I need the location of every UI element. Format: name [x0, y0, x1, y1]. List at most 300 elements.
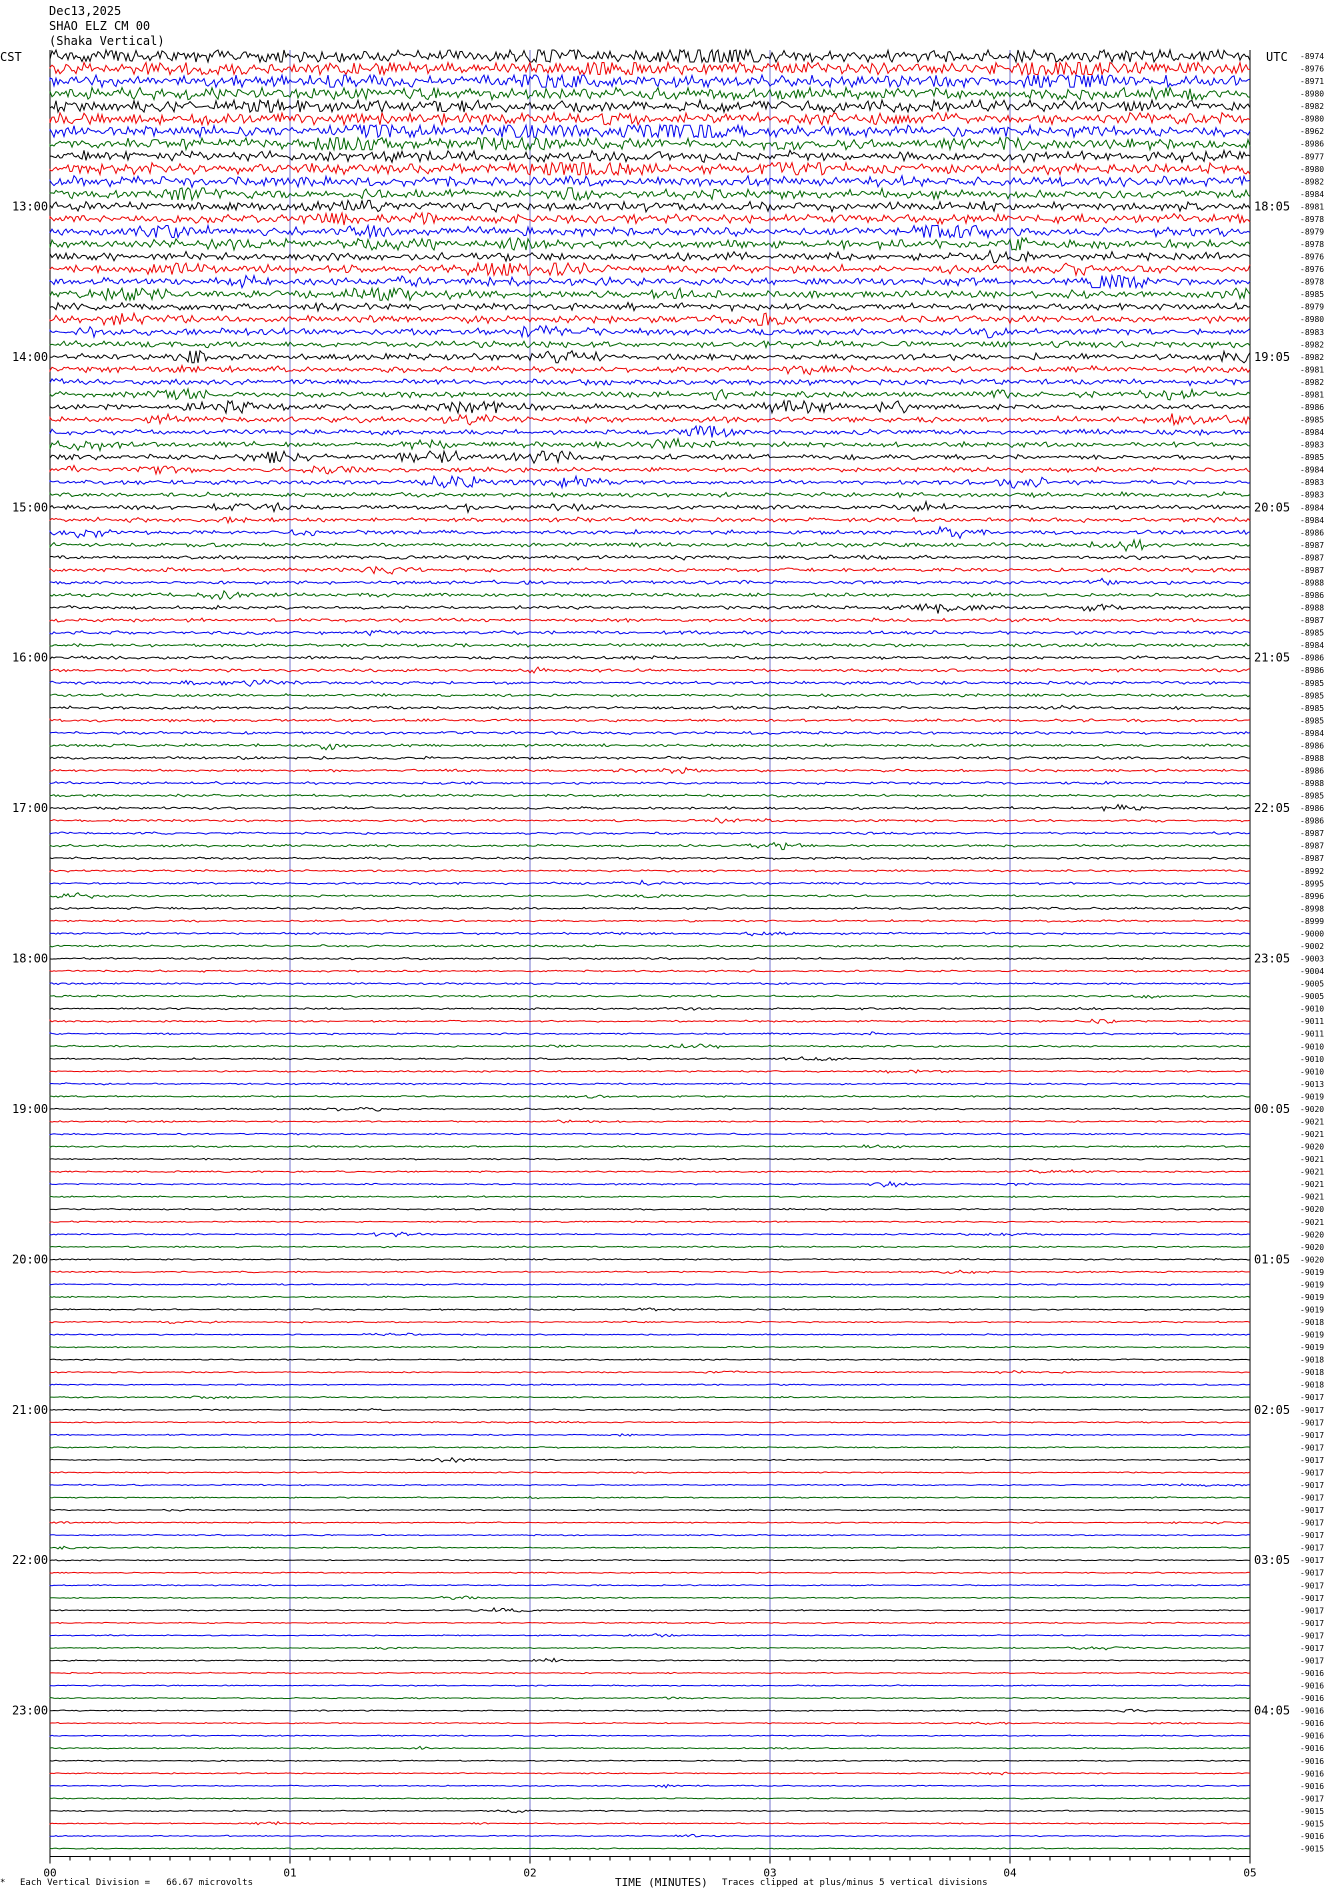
seismic-trace [50, 50, 1250, 62]
trace-offset-label: -9019 [1300, 1305, 1325, 1315]
trace-offset-label: -9020 [1300, 1230, 1325, 1240]
seismic-trace [50, 1396, 1250, 1399]
trace-offset-label: -8985 [1300, 678, 1325, 688]
seismic-trace [50, 781, 1250, 784]
trace-offset-label: -9010 [1300, 1067, 1325, 1077]
right-hour-label: 19:05 [1254, 349, 1291, 364]
seismic-trace [50, 719, 1250, 722]
trace-offset-label: -9020 [1300, 1242, 1325, 1252]
trace-offset-label: -8982 [1300, 102, 1325, 112]
trace-offset-label: -8980 [1300, 89, 1325, 99]
trace-offset-label: -9016 [1300, 1744, 1325, 1754]
seismic-trace [50, 907, 1250, 909]
seismic-trace [50, 744, 1250, 750]
trace-offset-label: -9019 [1300, 1280, 1325, 1290]
right-hour-label: 00:05 [1254, 1101, 1291, 1116]
seismic-trace [50, 731, 1250, 734]
left-hour-label: 13:00 [12, 199, 49, 214]
left-hour-label: 15:00 [12, 500, 49, 515]
trace-offset-label: -9017 [1300, 1418, 1325, 1428]
trace-offset-label: -9021 [1300, 1117, 1325, 1127]
seismic-trace [50, 932, 1250, 936]
seismic-trace [50, 1596, 1250, 1599]
seismic-trace [50, 138, 1250, 150]
seismic-trace [50, 426, 1250, 437]
trace-offset-label: -8987 [1300, 553, 1325, 563]
trace-offset-label: -9020 [1300, 1205, 1325, 1215]
trace-offset-label: -9017 [1300, 1531, 1325, 1541]
seismic-trace [50, 1346, 1250, 1348]
trace-offset-label: -8984 [1300, 465, 1325, 475]
seismic-trace [50, 630, 1250, 635]
seismic-trace [50, 1785, 1250, 1788]
trace-offset-label: -9016 [1300, 1769, 1325, 1779]
trace-offset-label: -9016 [1300, 1681, 1325, 1691]
seismic-trace [50, 303, 1250, 312]
seismic-trace [50, 313, 1250, 325]
seismic-trace [50, 263, 1250, 275]
trace-offset-label: -8988 [1300, 779, 1325, 789]
trace-offset-label: -8987 [1300, 540, 1325, 550]
trace-offset-label: -8983 [1300, 440, 1325, 450]
seismic-trace [50, 251, 1250, 263]
trace-offset-label: -8986 [1300, 816, 1325, 826]
seismic-trace [50, 379, 1250, 386]
seismic-trace [50, 1509, 1250, 1511]
seismic-trace [50, 1221, 1250, 1223]
seismic-trace [50, 276, 1250, 288]
trace-offset-label: -9016 [1300, 1669, 1325, 1679]
seismic-trace [50, 1760, 1250, 1761]
right-hour-label: 22:05 [1254, 801, 1291, 816]
seismic-trace [50, 1658, 1250, 1661]
seismic-trace [50, 1834, 1250, 1837]
trace-offset-label: -8985 [1300, 691, 1325, 701]
seismic-trace [50, 1522, 1250, 1524]
seismic-trace [50, 768, 1250, 774]
trace-offset-label: -9019 [1300, 1092, 1325, 1102]
x-axis-title: TIME (MINUTES) [615, 1876, 708, 1889]
trace-offset-label: -8987 [1300, 616, 1325, 626]
seismic-trace [50, 188, 1250, 200]
trace-offset-label: -8987 [1300, 841, 1325, 851]
left-hour-label: 22:00 [12, 1553, 49, 1568]
seismic-trace [50, 1697, 1250, 1699]
seismic-trace [50, 1484, 1250, 1487]
right-hour-label: 02:05 [1254, 1402, 1291, 1417]
seismic-trace [50, 643, 1250, 647]
seismic-trace [50, 1259, 1250, 1261]
seismic-trace [50, 163, 1250, 175]
trace-offset-label: -8988 [1300, 578, 1325, 588]
trace-offset-label: -9017 [1300, 1581, 1325, 1591]
trace-offset-label: -9021 [1300, 1155, 1325, 1165]
trace-offset-label: -9016 [1300, 1719, 1325, 1729]
seismic-trace [50, 1246, 1250, 1248]
seismic-trace [50, 578, 1250, 585]
seismic-trace [50, 1321, 1250, 1324]
seismic-trace [50, 656, 1250, 660]
trace-offset-label: -8986 [1300, 139, 1325, 149]
seismic-trace [50, 1458, 1250, 1463]
seismic-trace [50, 200, 1250, 212]
trace-offset-label: -9016 [1300, 1781, 1325, 1791]
trace-offset-label: -9016 [1300, 1731, 1325, 1741]
trace-offset-label: -8987 [1300, 565, 1325, 575]
seismic-trace [50, 1083, 1250, 1085]
trace-offset-label: -8992 [1300, 866, 1325, 876]
seismic-trace [50, 1572, 1250, 1574]
seismic-trace [50, 805, 1250, 811]
x-tick-label: 00 [43, 1866, 57, 1880]
seismic-trace [50, 288, 1250, 300]
seismic-trace [50, 1722, 1250, 1724]
trace-offset-label: -8981 [1300, 390, 1325, 400]
trace-offset-label: -8996 [1300, 891, 1325, 901]
seismic-trace [50, 957, 1250, 959]
trace-offset-label: -8983 [1300, 327, 1325, 337]
trace-offset-label: -9019 [1300, 1330, 1325, 1340]
seismic-trace [50, 1434, 1250, 1436]
trace-offset-label: -9005 [1300, 992, 1325, 1002]
trace-offset-label: -9020 [1300, 1104, 1325, 1114]
seismic-trace [50, 366, 1250, 375]
seismic-trace [50, 705, 1250, 709]
seismic-trace [50, 1848, 1250, 1849]
seismic-trace [50, 326, 1250, 338]
trace-offset-label: -8980 [1300, 114, 1325, 124]
seismic-trace [50, 1308, 1250, 1311]
seismic-trace [50, 832, 1250, 835]
trace-offset-label: -9020 [1300, 1142, 1325, 1152]
trace-offset-label: -9016 [1300, 1831, 1325, 1841]
trace-offset-label: -8984 [1300, 503, 1325, 513]
trace-offset-label: -8977 [1300, 152, 1325, 162]
seismic-trace [50, 1133, 1250, 1135]
x-tick-label: 04 [1003, 1866, 1017, 1880]
seismic-trace [50, 1170, 1250, 1173]
seismic-trace [50, 1585, 1250, 1587]
trace-offset-label: -9017 [1300, 1480, 1325, 1490]
trace-offset-label: -9000 [1300, 929, 1325, 939]
trace-offset-label: -8986 [1300, 741, 1325, 751]
trace-offset-label: -9018 [1300, 1368, 1325, 1378]
trace-offset-label: -8983 [1300, 490, 1325, 500]
left-hour-label: 19:00 [12, 1101, 49, 1116]
trace-offset-label: -8984 [1300, 515, 1325, 525]
trace-offset-label: -9020 [1300, 1255, 1325, 1265]
seismic-trace [50, 555, 1250, 560]
seismic-trace [50, 517, 1250, 523]
trace-offset-label: -8999 [1300, 916, 1325, 926]
seismic-trace [50, 1421, 1250, 1423]
trace-offset-label: -8984 [1300, 641, 1325, 651]
seismic-trace [50, 1158, 1250, 1160]
trace-offset-label: -9017 [1300, 1455, 1325, 1465]
seismic-trace [50, 1472, 1250, 1473]
seismic-trace [50, 113, 1250, 125]
trace-offset-label: -9017 [1300, 1506, 1325, 1516]
seismic-trace [50, 540, 1250, 551]
right-hour-label: 18:05 [1254, 199, 1291, 214]
seismic-trace [50, 527, 1250, 539]
left-hour-label: 17:00 [12, 801, 49, 816]
trace-offset-label: -8982 [1300, 340, 1325, 350]
trace-offset-label: -9019 [1300, 1292, 1325, 1302]
x-tick-label: 02 [523, 1866, 537, 1880]
trace-offset-label: -9017 [1300, 1643, 1325, 1653]
trace-offset-label: -9017 [1300, 1443, 1325, 1453]
seismic-trace [50, 213, 1250, 225]
trace-offset-label: -8988 [1300, 753, 1325, 763]
seismic-trace [50, 1384, 1250, 1386]
right-hour-label: 21:05 [1254, 650, 1291, 665]
trace-offset-label: -8981 [1300, 365, 1325, 375]
seismic-trace [50, 1057, 1250, 1061]
seismic-trace [50, 492, 1250, 498]
trace-offset-label: -9021 [1300, 1180, 1325, 1190]
trace-offset-label: -9011 [1300, 1017, 1325, 1027]
trace-offset-label: -8962 [1300, 127, 1325, 137]
seismic-trace [50, 995, 1250, 998]
trace-offset-label: -8980 [1300, 164, 1325, 174]
seismic-trace [50, 466, 1250, 475]
trace-offset-label: -8986 [1300, 653, 1325, 663]
trace-offset-label: -8982 [1300, 177, 1325, 187]
trace-offset-label: -9017 [1300, 1593, 1325, 1603]
trace-offset-label: -9018 [1300, 1355, 1325, 1365]
seismic-trace [50, 351, 1250, 363]
trace-offset-label: -9015 [1300, 1806, 1325, 1816]
seismic-trace [50, 1019, 1250, 1023]
seismic-trace [50, 1822, 1250, 1825]
trace-offset-label: -9017 [1300, 1656, 1325, 1666]
seismic-trace [50, 1371, 1250, 1374]
trace-offset-label: -9013 [1300, 1079, 1325, 1089]
trace-offset-label: -9011 [1300, 1029, 1325, 1039]
seismic-trace [50, 439, 1250, 451]
seismic-trace [50, 1296, 1250, 1298]
seismic-trace [50, 1070, 1250, 1073]
trace-offset-label: -8998 [1300, 904, 1325, 914]
seismic-trace [50, 476, 1250, 488]
trace-offset-label: -9017 [1300, 1543, 1325, 1553]
seismic-trace [50, 1647, 1250, 1650]
seismic-trace [50, 1709, 1250, 1712]
seismic-trace [50, 1735, 1250, 1736]
seismic-trace [50, 756, 1250, 759]
trace-offset-label: -9004 [1300, 967, 1325, 977]
seismic-trace [50, 1634, 1250, 1637]
trace-offset-label: -9017 [1300, 1430, 1325, 1440]
right-hour-label: 04:05 [1254, 1703, 1291, 1718]
trace-offset-label: -8976 [1300, 265, 1325, 275]
trace-offset-label: -8971 [1300, 77, 1325, 87]
seismic-trace [50, 451, 1250, 463]
seismic-trace [50, 1182, 1250, 1187]
trace-offset-label: -9016 [1300, 1756, 1325, 1766]
seismic-trace [50, 591, 1250, 600]
seismic-trace [50, 680, 1250, 687]
trace-offset-label: -8988 [1300, 603, 1325, 613]
clipping-note: Traces clipped at plus/minus 5 vertical divisions [722, 1878, 988, 1888]
seismic-trace [50, 1284, 1250, 1286]
station-id: SHAO ELZ CM 00 [49, 19, 151, 33]
seismic-trace [50, 1196, 1250, 1198]
seismic-trace [50, 389, 1250, 400]
trace-offset-label: -8976 [1300, 64, 1325, 74]
seismic-trace [50, 1746, 1250, 1749]
seismic-trace [50, 667, 1250, 673]
trace-offset-label: -9015 [1300, 1844, 1325, 1854]
right-hour-label: 23:05 [1254, 951, 1291, 966]
x-tick-label: 01 [283, 1866, 297, 1880]
seismic-trace [50, 1270, 1250, 1273]
seismic-trace [50, 414, 1250, 425]
trace-offset-label: -9017 [1300, 1518, 1325, 1528]
left-hour-label: 16:00 [12, 650, 49, 665]
trace-offset-label: -9019 [1300, 1343, 1325, 1353]
left-timezone: CST [0, 50, 22, 64]
left-hour-label: 14:00 [12, 349, 49, 364]
seismic-trace [50, 794, 1250, 797]
trace-offset-label: -9017 [1300, 1794, 1325, 1804]
seismic-trace [50, 1560, 1250, 1561]
seismic-trace [50, 1008, 1250, 1011]
trace-offset-label: -9017 [1300, 1393, 1325, 1403]
seismic-trace [50, 1608, 1250, 1612]
seismic-trace [50, 1496, 1250, 1498]
trace-offset-label: -8974 [1300, 52, 1325, 61]
seismic-trace [50, 1672, 1250, 1673]
trace-offset-label: -8978 [1300, 214, 1325, 224]
right-timezone: UTC [1266, 50, 1288, 64]
seismic-trace [50, 226, 1250, 238]
left-hour-label: 18:00 [12, 951, 49, 966]
trace-offset-label: -8986 [1300, 528, 1325, 538]
seismic-trace [50, 880, 1250, 885]
trace-offset-label: -8987 [1300, 829, 1325, 839]
right-hour-label: 01:05 [1254, 1252, 1291, 1267]
trace-offset-label: -9019 [1300, 1267, 1325, 1277]
trace-offset-label: -8981 [1300, 202, 1325, 212]
seismic-trace [50, 618, 1250, 622]
left-hour-label: 23:00 [12, 1703, 49, 1718]
seismic-trace [50, 1772, 1250, 1775]
trace-offset-label: -9016 [1300, 1694, 1325, 1704]
trace-offset-label: -9002 [1300, 941, 1325, 951]
seismic-trace [50, 75, 1250, 87]
right-hour-label: 03:05 [1254, 1553, 1291, 1568]
trace-offset-label: -9017 [1300, 1568, 1325, 1578]
trace-offset-label: -8978 [1300, 240, 1325, 250]
trace-offset-label: -8987 [1300, 854, 1325, 864]
trace-offset-label: -8979 [1300, 227, 1325, 237]
seismic-trace [50, 1447, 1250, 1449]
trace-offset-label: -9017 [1300, 1631, 1325, 1641]
seismic-trace [50, 1032, 1250, 1035]
trace-offset-label: -9017 [1300, 1556, 1325, 1566]
seismic-trace [50, 63, 1250, 75]
vertical-division-note: Each Vertical Division = 66.67 microvolts [20, 1878, 253, 1888]
trace-offset-label: -8984 [1300, 428, 1325, 438]
trace-offset-label: -9010 [1300, 1042, 1325, 1052]
seismic-trace [50, 893, 1250, 899]
seismic-trace [50, 1232, 1250, 1237]
trace-offset-label: -8984 [1300, 189, 1325, 199]
seismic-trace [50, 1120, 1250, 1123]
trace-offset-label: -9017 [1300, 1468, 1325, 1478]
seismic-trace [50, 125, 1250, 137]
seismic-trace [50, 1333, 1250, 1336]
plot-date: Dec13,2025 [49, 4, 122, 18]
trace-offset-label: -8986 [1300, 591, 1325, 601]
seismic-trace [50, 1685, 1250, 1686]
trace-offset-label: -8986 [1300, 804, 1325, 814]
trace-offset-label: -9017 [1300, 1618, 1325, 1628]
seismic-trace [50, 340, 1250, 348]
trace-offset-label: -9018 [1300, 1380, 1325, 1390]
trace-offset-label: -9021 [1300, 1130, 1325, 1140]
trace-offset-label: -8986 [1300, 766, 1325, 776]
trace-offset-label: -8978 [1300, 277, 1325, 287]
trace-offset-label: -8985 [1300, 290, 1325, 300]
seismic-trace [50, 945, 1250, 947]
trace-offset-label: -9017 [1300, 1493, 1325, 1503]
trace-offset-label: -8982 [1300, 377, 1325, 387]
seismic-trace [50, 694, 1250, 697]
trace-offset-label: -8986 [1300, 402, 1325, 412]
seismic-trace [50, 1622, 1250, 1623]
seismic-trace [50, 604, 1250, 614]
trace-offset-label: -9003 [1300, 954, 1325, 964]
trace-offset-label: -9015 [1300, 1819, 1325, 1829]
trace-offset-label: -9021 [1300, 1217, 1325, 1227]
trace-offset-label: -9021 [1300, 1192, 1325, 1202]
seismic-trace [50, 1409, 1250, 1411]
seismic-trace [50, 100, 1250, 112]
trace-offset-label: -9017 [1300, 1405, 1325, 1415]
trace-offset-label: -8982 [1300, 352, 1325, 362]
seismic-trace [50, 1044, 1250, 1048]
seismic-trace [50, 238, 1250, 250]
seismic-trace [50, 567, 1250, 574]
seismic-trace [50, 1810, 1250, 1813]
trace-offset-label: -8985 [1300, 791, 1325, 801]
trace-offset-label: -9016 [1300, 1706, 1325, 1716]
trace-offset-label: -9010 [1300, 1004, 1325, 1014]
trace-offset-label: -8983 [1300, 478, 1325, 488]
seismic-trace [50, 1798, 1250, 1799]
left-hour-label: 20:00 [12, 1252, 49, 1267]
right-hour-label: 20:05 [1254, 500, 1291, 515]
trace-offset-label: -8986 [1300, 666, 1325, 676]
seismic-trace [50, 1095, 1250, 1098]
seismic-trace [50, 1534, 1250, 1536]
trace-offset-label: -8976 [1300, 252, 1325, 262]
seismic-trace [50, 401, 1250, 413]
seismic-trace [50, 1145, 1250, 1148]
trace-offset-label: -8995 [1300, 879, 1325, 889]
x-tick-label: 03 [763, 1866, 777, 1880]
seismic-trace [50, 970, 1250, 972]
seismic-trace [50, 176, 1250, 188]
seismic-trace [50, 1359, 1250, 1361]
left-hour-label: 21:00 [12, 1402, 49, 1417]
seismic-trace [50, 88, 1250, 100]
bottom-corner-mark: * [0, 1878, 6, 1888]
trace-offset-label: -8985 [1300, 628, 1325, 638]
